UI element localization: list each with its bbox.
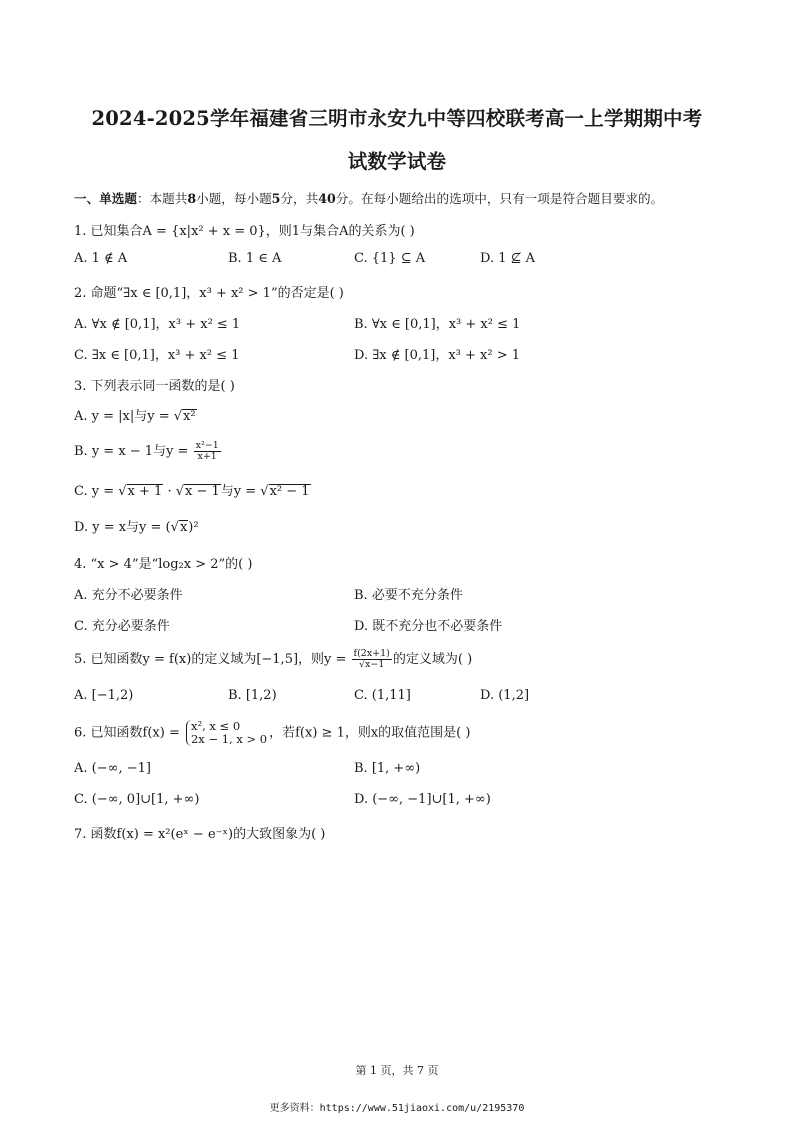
page-footer: 第 1 页，共 7 页 <box>355 1064 439 1077</box>
q2-option-c: C. ∃x ∈ [0,1]，x³ + x² ≤ 1 <box>74 348 240 363</box>
q3-c-radical-2: x − 1 <box>185 484 220 499</box>
q4-option-b: B. 必要不充分条件 <box>354 588 463 603</box>
exam-title-line2: 试数学试卷 <box>347 150 447 173</box>
q5-stem-post: 的定义域为( ) <box>392 652 473 667</box>
q3-option-d: D. y = x与y = (√x)² <box>74 520 199 535</box>
section-text-mid1: 小题，每小题 <box>196 191 272 206</box>
q3-b-denominator: x+1 <box>197 451 217 462</box>
exam-title-line1: 2024-2025学年福建省三明市永安九中等四校联考高一上学期期中考 <box>91 107 703 130</box>
q3-c-radical-1: x + 1 <box>127 484 163 499</box>
q1-option-a: A. 1 ∉ A <box>74 251 128 266</box>
q5-stem <box>74 648 472 670</box>
q3-d-text-post: )² <box>188 520 199 535</box>
q5-numerator: f(2x+1) <box>353 648 390 659</box>
q3-b-numerator: x²−1 <box>195 440 219 451</box>
q7-stem: 7. 函数f(x) = x²(eˣ − e⁻ˣ)的大致图象为( ) <box>74 827 326 842</box>
q2-option-d: D. ∃x ∉ [0,1]，x³ + x² > 1 <box>354 348 520 363</box>
q5-option-b: B. [1,2) <box>228 688 277 703</box>
q1-option-c: C. {1} ⊆ A <box>354 251 426 266</box>
q3-option-a: A. y = |x|与y = √x² <box>74 409 196 424</box>
q3-option-c: C. y = √x + 1 · √x − 1与y = √x² − 1 <box>74 484 310 499</box>
section-text-post: 分。在每小题给出的选项中，只有一项是符合题目要求的。 <box>335 191 664 206</box>
q3-c-dot: · <box>163 484 176 499</box>
q1-stem: 1. 已知集合A = {x|x² + x = 0}，则1与集合A的关系为( ) <box>74 224 415 239</box>
q3-c-text-2: 与y = <box>220 484 261 499</box>
q3-stem: 3. 下列表示同一函数的是( ) <box>74 379 235 394</box>
q2-stem: 2. 命题“∃x ∈ [0,1]，x³ + x² > 1”的否定是( ) <box>74 286 344 301</box>
q5-denominator: √x−1 <box>359 659 385 670</box>
q6-option-d: D. (−∞, −1]∪[1, +∞) <box>354 792 491 807</box>
q6-stem-pre: 6. 已知函数f(x) = <box>74 725 184 741</box>
q3-a-radical: x² <box>183 409 196 424</box>
section-points-each: 5 <box>271 191 281 206</box>
q6-stem <box>74 720 470 746</box>
q6-case-1: x², x ≤ 0 <box>190 719 241 733</box>
q3-b-fraction <box>194 441 221 462</box>
q4-option-a: A. 充分不必要条件 <box>74 588 183 603</box>
section-label: 一、单选题 <box>74 191 137 206</box>
q2-option-b: B. ∀x ∈ [0,1]，x³ + x² ≤ 1 <box>354 317 521 332</box>
q5-option-d: D. (1,2] <box>480 688 530 703</box>
q3-c-text: C. y = <box>74 484 119 499</box>
q5-stem-pre: 5. 已知函数y = f(x)的定义域为[−1,5]，则y = <box>74 652 351 667</box>
resource-link[interactable]: 更多资料：https://www.51jiaoxi.com/u/2195370 <box>269 1103 525 1114</box>
q3-d-text: D. y = x与y = ( <box>74 520 171 535</box>
q5-option-c: C. (1,11] <box>354 688 411 703</box>
q2-option-a: A. ∀x ∉ [0,1]，x³ + x² ≤ 1 <box>74 317 241 332</box>
q3-c-radical-3: x² − 1 <box>269 484 310 499</box>
q1-option-d: D. 1 ⊈ A <box>480 251 536 266</box>
q5-fraction <box>352 649 392 670</box>
q4-option-d: D. 既不充分也不必要条件 <box>354 619 503 634</box>
section-text-pre: ：本题共 <box>136 191 188 206</box>
q5-option-a: A. [−1,2) <box>74 688 134 703</box>
q3-b-text: B. y = x − 1与y = <box>74 444 193 459</box>
q6-option-a: A. (−∞, −1] <box>74 761 151 776</box>
section-header <box>74 188 663 207</box>
q6-option-b: B. [1, +∞) <box>354 761 421 776</box>
q6-case-2: 2x − 1, x > 0 <box>190 732 268 746</box>
section-n-questions: 8 <box>187 191 197 206</box>
section-text-mid2: 分，共 <box>280 191 319 206</box>
q1-option-b: B. 1 ∈ A <box>228 251 282 266</box>
q4-option-c: C. 充分必要条件 <box>74 619 170 634</box>
q3-d-radical: x <box>179 520 188 535</box>
section-points-total: 40 <box>318 191 336 206</box>
q3-option-b <box>74 440 222 462</box>
q6-option-c: C. (−∞, 0]∪[1, +∞) <box>74 792 200 807</box>
q3-a-text: A. y = |x|与y = <box>74 409 174 424</box>
q6-piecewise <box>186 720 267 746</box>
q4-stem: 4. “x > 4”是“log₂x > 2”的( ) <box>74 557 253 572</box>
q6-stem-post: ，若f(x) ≥ 1，则x的取值范围是( ) <box>269 725 471 741</box>
